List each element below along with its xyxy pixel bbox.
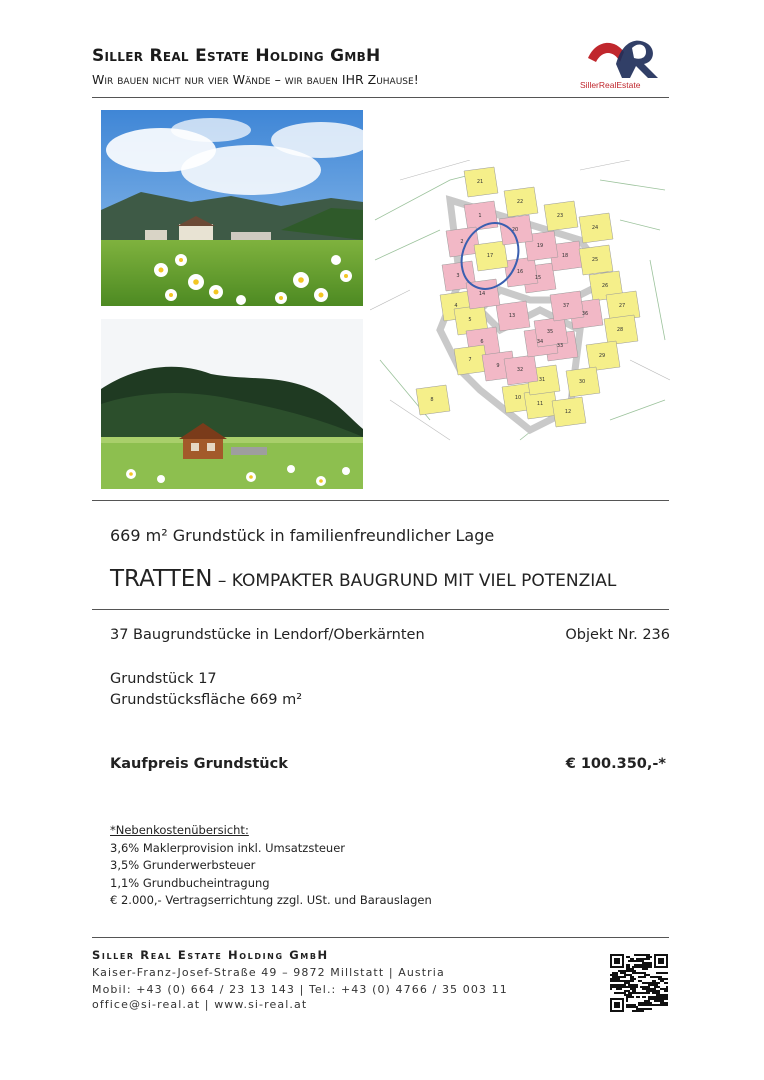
section-divider xyxy=(92,500,669,501)
footer-company: Siller Real Estate Holding GmbH xyxy=(92,948,329,962)
object-number: Objekt Nr. 236 xyxy=(565,627,670,643)
plot-number: 25 xyxy=(591,257,599,263)
plot-number: 1 xyxy=(478,213,482,219)
costs-heading: *Nebenkostenübersicht: xyxy=(110,823,249,837)
footer-divider xyxy=(92,937,669,938)
plot-number: 17 xyxy=(486,253,494,259)
footer-address: Kaiser-Franz-Josef-Straße 49 – 9872 Millstatt | Austria xyxy=(92,966,445,979)
plot-number: 6 xyxy=(480,339,484,345)
plot-number: 15 xyxy=(534,275,542,281)
plot-number: 4 xyxy=(454,303,458,309)
plot-number: 18 xyxy=(561,253,569,259)
company-name: Siller Real Estate Holding GmbH xyxy=(92,46,381,66)
site-plan-map xyxy=(370,160,670,450)
plot-number: 20 xyxy=(511,227,519,233)
footer-contact[interactable]: office@si-real.at | www.si-real.at xyxy=(92,998,308,1011)
title-main: TRATTEN xyxy=(110,566,213,592)
plot-number: 3 xyxy=(456,273,460,279)
project-subline: 37 Baugrundstücke in Lendorf/Oberkärnten xyxy=(110,627,425,643)
plot-number: 11 xyxy=(536,401,544,407)
plot-number: 32 xyxy=(516,367,524,373)
company-slogan: Wir bauen nicht nur vier Wände – wir bauen IHR Zuhause! xyxy=(92,72,419,87)
plot-number: 22 xyxy=(516,199,524,205)
plot-number: 14 xyxy=(478,291,486,297)
plot-number: 34 xyxy=(536,339,544,345)
plot-number: 26 xyxy=(601,283,609,289)
plot-number: 9 xyxy=(496,363,500,369)
cost-item: € 2.000,- Vertragserrichtung zzgl. USt. und Barauslagen xyxy=(110,893,432,907)
plot-number: 5 xyxy=(468,317,472,323)
plot-number: 2 xyxy=(460,239,464,245)
listing-title xyxy=(110,566,616,592)
property-photo-house xyxy=(101,319,363,489)
cost-item: 1,1% Grundbucheintragung xyxy=(110,875,270,890)
plot-number: 37 xyxy=(562,303,570,309)
plot-number: 27 xyxy=(618,303,626,309)
listing-headline: 669 m² Grundstück in familienfreundlicher Lage xyxy=(110,526,495,545)
additional-costs xyxy=(110,822,432,910)
price-value: € 100.350,-* xyxy=(565,756,666,772)
company-logo xyxy=(574,36,684,92)
plot-number: 28 xyxy=(616,327,624,333)
plot-number: 30 xyxy=(578,379,586,385)
plot-number: 16 xyxy=(516,269,524,275)
qr-code[interactable] xyxy=(608,952,670,1014)
title-divider xyxy=(92,609,669,610)
plot-label: Grundstück 17 xyxy=(110,671,217,687)
plot-number: 23 xyxy=(556,213,564,219)
plot-number: 12 xyxy=(564,409,572,415)
plot-number: 19 xyxy=(536,243,544,249)
price-label: Kaufpreis Grundstück xyxy=(110,756,288,772)
plot-number: 36 xyxy=(581,311,589,317)
plot-number: 7 xyxy=(468,357,472,363)
plot-number: 13 xyxy=(508,313,516,319)
plot-number: 21 xyxy=(476,179,484,185)
property-photo-meadow xyxy=(101,110,363,306)
plot-number: 10 xyxy=(514,395,522,401)
plot-number: 29 xyxy=(598,353,606,359)
plot-number: 35 xyxy=(546,329,554,335)
plot-number: 33 xyxy=(556,343,564,349)
plot-number: 24 xyxy=(591,225,599,231)
plot-area: Grundstücksfläche 669 m² xyxy=(110,692,303,708)
header-divider xyxy=(92,97,669,98)
plot-info xyxy=(110,669,302,711)
logo-text: SillerRealEstate xyxy=(580,80,641,90)
cost-item: 3,5% Grunderwerbsteuer xyxy=(110,858,256,872)
plot-number: 31 xyxy=(538,377,546,383)
footer-phones: Mobil: +43 (0) 664 / 23 13 143 | Tel.: +43 (0) 4766 / 35 003 11 xyxy=(92,983,508,996)
title-rest: – KOMPAKTER BAUGRUND MIT VIEL POTENZIAL xyxy=(212,571,617,591)
plot-number: 8 xyxy=(430,397,434,403)
cost-item: 3,6% Maklerprovision inkl. Umsatzsteuer xyxy=(110,840,345,855)
